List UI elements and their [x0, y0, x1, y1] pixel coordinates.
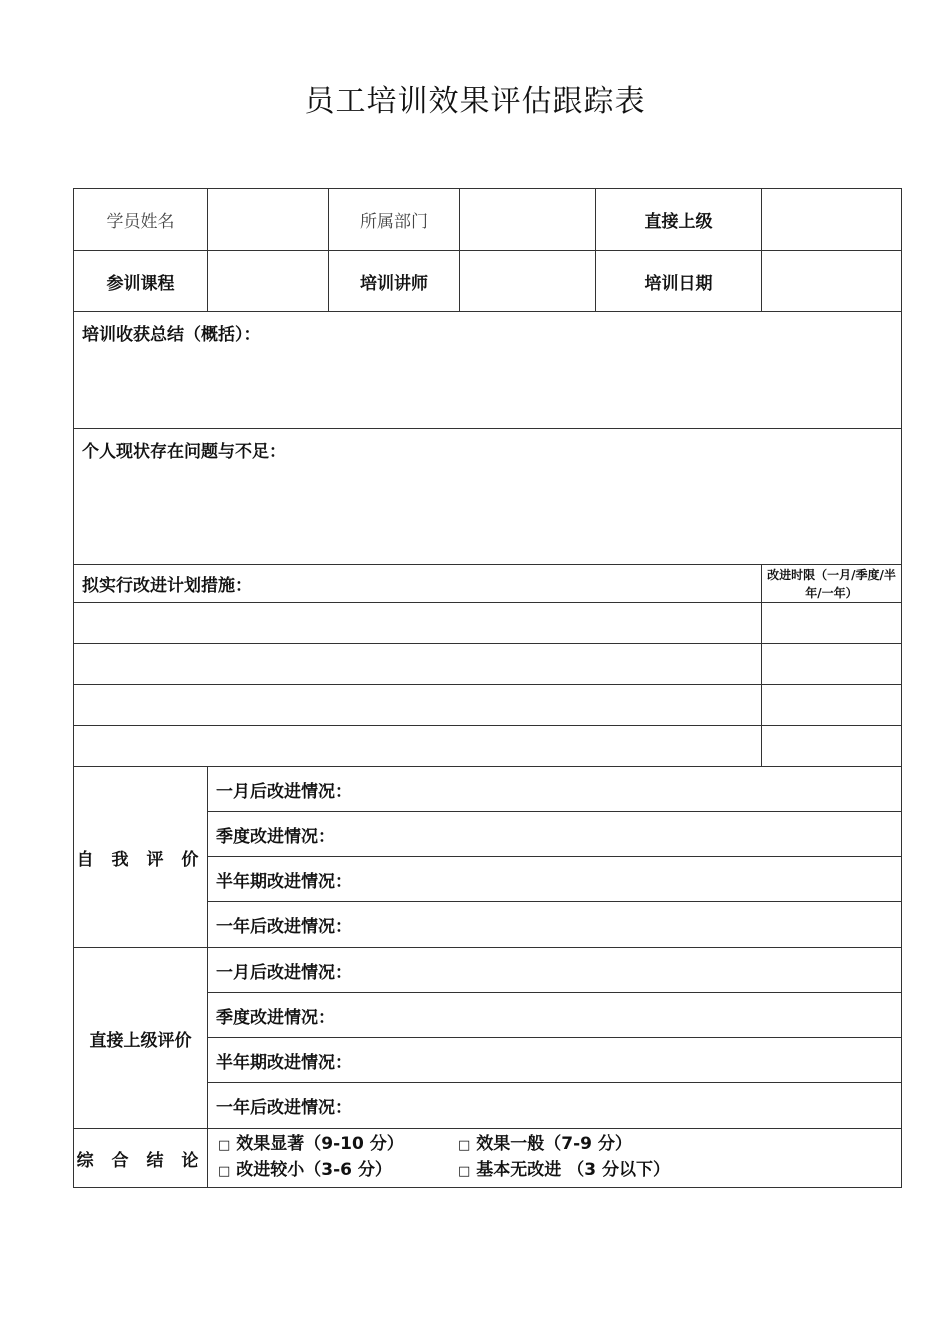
- plan-deadline-field[interactable]: [762, 685, 902, 726]
- header-row-1: [74, 189, 902, 251]
- issues-label: 个人现状存在问题与不足：: [82, 442, 286, 462]
- date-label: 培训日期: [596, 251, 762, 312]
- self-eval-row: [74, 767, 902, 812]
- conclusion-option-label: 基本无改进 （3 分以下）: [476, 1160, 670, 1180]
- checkbox-icon[interactable]: □: [218, 1138, 231, 1153]
- supervisor-eval-year[interactable]: 一年后改进情况：: [208, 1083, 902, 1129]
- supervisor-eval-month[interactable]: 一月后改进情况：: [208, 948, 902, 993]
- summary-label: 培训收获总结（概括）：: [82, 325, 261, 345]
- issues-field[interactable]: [74, 429, 902, 565]
- student-name-field[interactable]: [208, 189, 329, 251]
- issues-row: [74, 429, 902, 565]
- date-field[interactable]: [762, 251, 902, 312]
- header-row-2: [74, 251, 902, 312]
- conclusion-option[interactable]: [458, 1132, 632, 1158]
- supervisor-eval-label: 直接上级评价: [74, 948, 208, 1129]
- plan-row: [74, 644, 902, 685]
- conclusion-options: [208, 1129, 902, 1188]
- supervisor-field[interactable]: [762, 189, 902, 251]
- self-eval-month[interactable]: 一月后改进情况：: [208, 767, 902, 812]
- self-eval-year[interactable]: 一年后改进情况：: [208, 902, 902, 948]
- supervisor-label: 直接上级: [596, 189, 762, 251]
- plan-deadline-field[interactable]: [762, 603, 902, 644]
- conclusion-option[interactable]: [218, 1158, 458, 1184]
- summary-field[interactable]: [74, 312, 902, 429]
- plan-measure-field[interactable]: [74, 644, 762, 685]
- deadline-label: 改进时限（一月/季度/半年/一年）: [762, 565, 902, 603]
- supervisor-eval-half-year[interactable]: 半年期改进情况：: [208, 1038, 902, 1083]
- plan-header-row: [74, 565, 902, 603]
- self-eval-label: 自 我 评 价: [74, 767, 208, 948]
- plan-row: [74, 726, 902, 767]
- conclusion-option-label: 效果显著（9-10 分）: [236, 1134, 404, 1154]
- supervisor-eval-quarter[interactable]: 季度改进情况：: [208, 993, 902, 1038]
- self-eval-quarter[interactable]: 季度改进情况：: [208, 812, 902, 857]
- trainer-field[interactable]: [460, 251, 596, 312]
- checkbox-icon[interactable]: □: [218, 1164, 231, 1179]
- plan-row: [74, 603, 902, 644]
- conclusion-option-label: 改进较小（3-6 分）: [236, 1160, 392, 1180]
- supervisor-eval-row: [74, 948, 902, 993]
- student-name-label: 学员姓名: [74, 189, 208, 251]
- conclusion-row: [74, 1129, 902, 1188]
- department-label: 所属部门: [329, 189, 460, 251]
- course-label: 参训课程: [74, 251, 208, 312]
- evaluation-form-table: [73, 188, 902, 1188]
- plan-deadline-field[interactable]: [762, 644, 902, 685]
- checkbox-icon[interactable]: □: [458, 1164, 471, 1179]
- page-title: 员工培训效果评估跟踪表: [304, 84, 646, 119]
- conclusion-label: 综 合 结 论: [74, 1129, 208, 1188]
- plan-row: [74, 685, 902, 726]
- department-field[interactable]: [460, 189, 596, 251]
- trainer-label: 培训讲师: [329, 251, 460, 312]
- plan-measure-field[interactable]: [74, 685, 762, 726]
- self-eval-half-year[interactable]: 半年期改进情况：: [208, 857, 902, 902]
- summary-row: [74, 312, 902, 429]
- conclusion-option[interactable]: [218, 1132, 458, 1158]
- plan-label: 拟实行改进计划措施：: [74, 565, 762, 603]
- plan-deadline-field[interactable]: [762, 726, 902, 767]
- conclusion-option[interactable]: [458, 1158, 670, 1184]
- plan-measure-field[interactable]: [74, 726, 762, 767]
- checkbox-icon[interactable]: □: [458, 1138, 471, 1153]
- course-field[interactable]: [208, 251, 329, 312]
- plan-measure-field[interactable]: [74, 603, 762, 644]
- conclusion-option-label: 效果一般（7-9 分）: [476, 1134, 632, 1154]
